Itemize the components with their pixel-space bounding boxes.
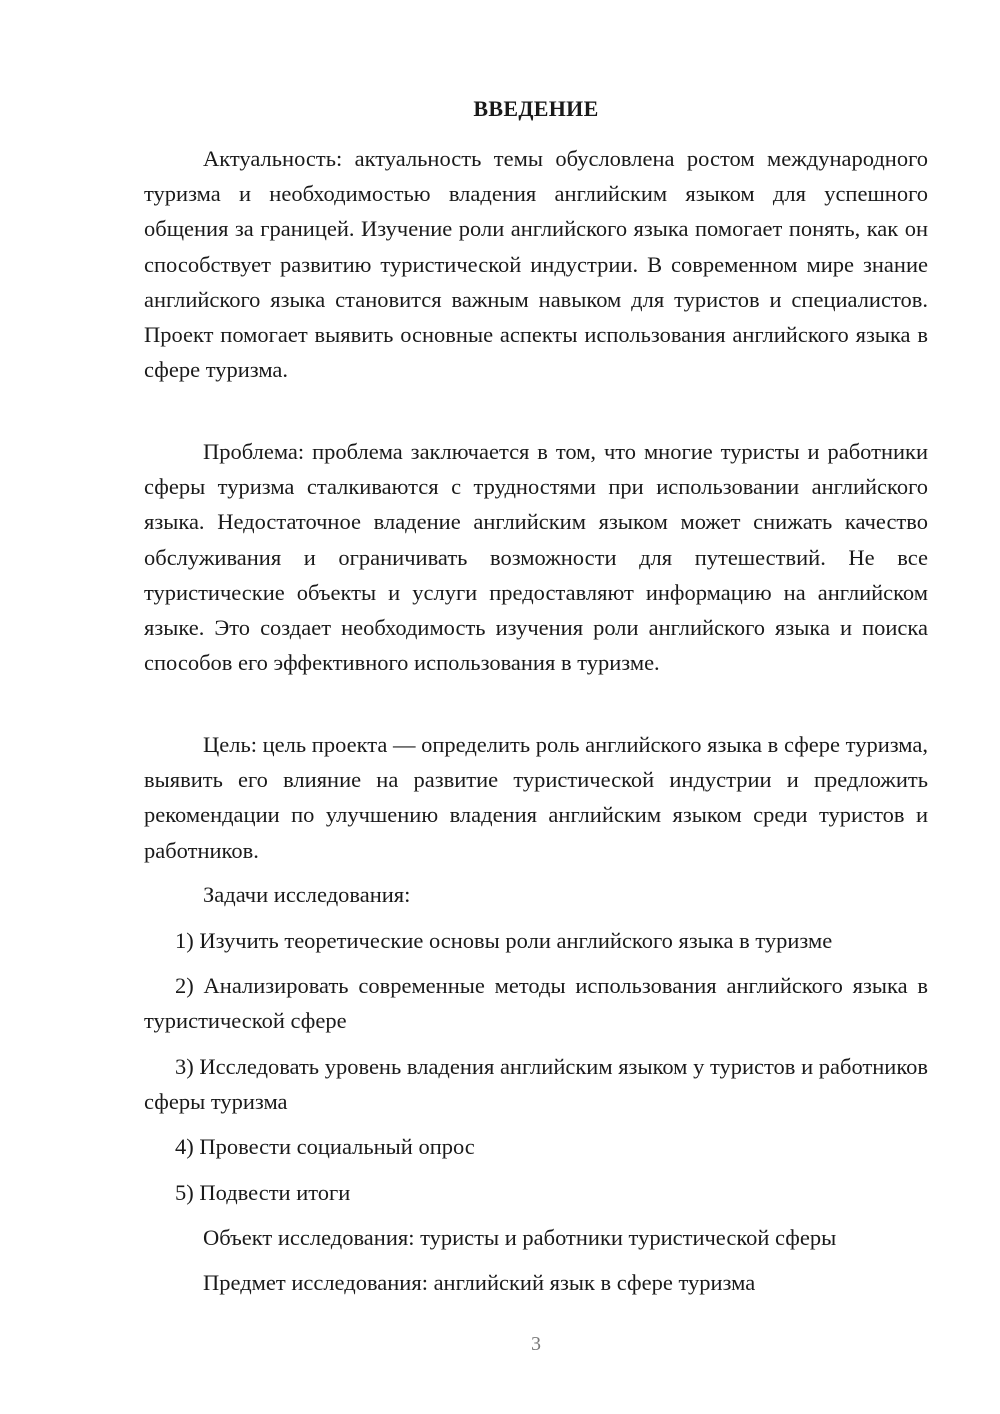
goal-paragraph: Цель: цель проекта — определить роль английского языка в сфере туризма, выявить его влияние на развитие туристической индустрии и предложить рекомендации по улучшению владения английским языком среди туристов и работников. — [144, 732, 928, 863]
task-item: 2) Анализировать современные методы использования английского языка в туристической сфере — [144, 973, 928, 1034]
task-item: 4) Провести социальный опрос — [175, 1134, 475, 1159]
task-item: 1) Изучить теоретические основы роли английского языка в туризме — [175, 928, 833, 953]
research-object: Объект исследования: туристы и работники туристической сферы — [203, 1225, 837, 1250]
relevance-paragraph: Актуальность: актуальность темы обусловлена ростом международного туризма и необходимостью владения английским языком для успешного общения за границей. Изучение роли английского языка помогает понять, как он способствует развитию туристической индустрии. В современном мире знание английского языка становится важным навыком для туристов и специалистов. Проект помогает выявить основные аспекты использования английского языка в сфере туризма. — [144, 146, 928, 383]
task-item: 3) Исследовать уровень владения английским языком у туристов и работников сферы туризма — [144, 1054, 928, 1115]
task-item: 5) Подвести итоги — [175, 1180, 351, 1205]
research-subject: Предмет исследования: английский язык в сфере туризма — [203, 1270, 756, 1295]
page-title: ВВЕДЕНИЕ — [473, 96, 599, 121]
problem-paragraph: Проблема: проблема заключается в том, что многие туристы и работники сферы туризма сталкиваются с трудностями при использовании английского языка. Недостаточное владение английским языком может снижать качество обслуживания и ограничивать возможности для путешествий. Не все туристические объекты и услуги предоставляют информацию на английском языке. Это создает необходимость изучения роли английского языка и поиска способов его эффективного использования в туризме. — [144, 439, 928, 676]
page-number: 3 — [531, 1333, 541, 1355]
tasks-heading: Задачи исследования: — [203, 882, 411, 907]
